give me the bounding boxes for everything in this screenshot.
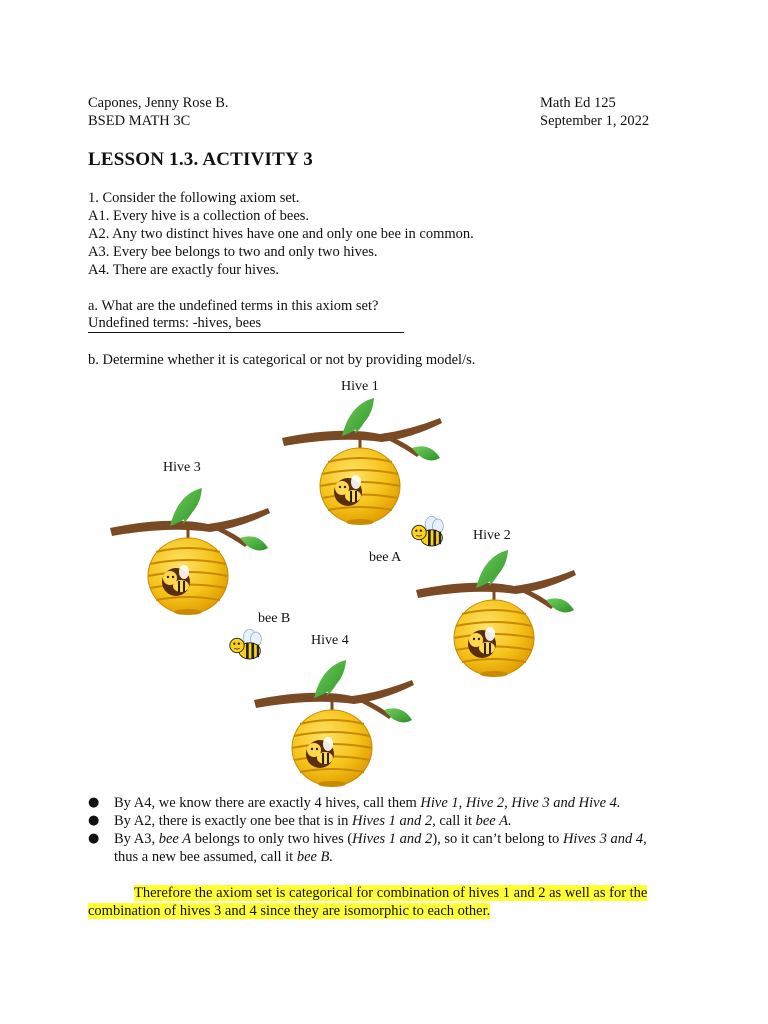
axiom-a3: A3. Every bee belongs to two and only two hives.: [88, 244, 378, 260]
hive-2-image: [414, 548, 584, 678]
part-a-question: a. What are the undefined terms in this axiom set?: [88, 298, 379, 314]
hives-figure: [0, 370, 768, 790]
explanation-list: [88, 794, 688, 866]
axiom-a1: A1. Every hive is a collection of bees.: [88, 208, 310, 224]
axiom-a4: A4. There are exactly four hives.: [88, 262, 279, 278]
hive-3-label: Hive 3: [163, 460, 201, 475]
hive-1-image: [280, 396, 450, 526]
hive-1-label: Hive 1: [341, 379, 379, 394]
student-name: Capones, Jenny Rose B.: [88, 95, 229, 111]
hive-3-image: [108, 486, 278, 616]
part-a-answer: [88, 314, 404, 333]
list-item: ● By A3, bee A belongs to only two hives (Hives 1 and 2), so it can’t belong to Hives 3 and 4, thus a new bee assumed, call it bee B.: [88, 830, 688, 866]
course-code: Math Ed 125: [540, 95, 616, 111]
axiom-a2: A2. Any two distinct hives have one and only one bee in common.: [88, 226, 474, 242]
conclusion: [88, 884, 678, 920]
answer-underline: Undefined terms: -hives, bees: [88, 314, 404, 333]
part-b-question: b. Determine whether it is categorical or not by providing model/s.: [88, 352, 476, 368]
highlighted-conclusion: Therefore the axiom set is categorical for combination of hives 1 and 2 as well as for the combination of hives 3 and 4 since they are isomorphic to each other.: [88, 885, 648, 919]
hive-4-image: [252, 658, 422, 788]
list-item: ● By A2, there is exactly one bee that is in Hives 1 and 2, call it bee A.: [88, 812, 688, 830]
hive-2-label: Hive 2: [473, 528, 511, 543]
bee-b-label: bee B: [258, 611, 291, 626]
question-intro: 1. Consider the following axiom set.: [88, 190, 300, 206]
hive-4-label: Hive 4: [311, 633, 349, 648]
bee-a-label: bee A: [369, 550, 402, 565]
page-title: LESSON 1.3. ACTIVITY 3: [88, 149, 313, 170]
list-item: ● By A4, we know there are exactly 4 hives, call them Hive 1, Hive 2, Hive 3 and Hive 4.: [88, 794, 688, 812]
date: September 1, 2022: [540, 113, 650, 129]
bee-a-icon: [410, 516, 446, 549]
student-section: BSED MATH 3C: [88, 113, 191, 129]
